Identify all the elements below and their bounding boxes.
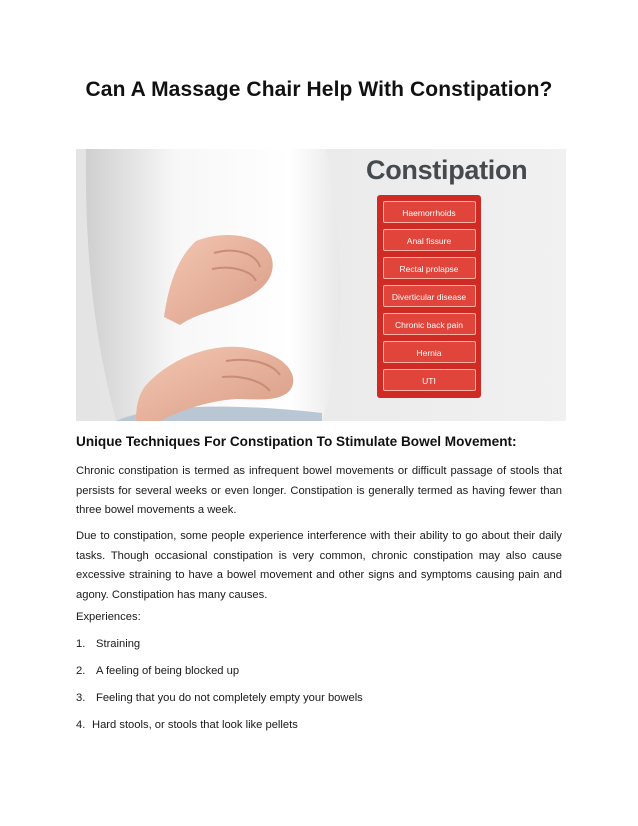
list-item <box>76 665 239 677</box>
experiences-label: Experiences: <box>76 611 141 623</box>
list-item <box>76 719 298 731</box>
paragraph: Due to constipation, some people experience interference with their ability to go about their daily tasks. Though occasional constipation is very common, chronic constipation may also cause excessive straining to have a bowel movement and other signs and symptoms causing pain and agony. Constipation has many causes. <box>76 530 562 601</box>
list-item <box>76 692 363 704</box>
section-heading: Unique Techniques For Constipation To Stimulate Bowel Movement: <box>76 434 517 449</box>
complication-item: Anal fissure <box>383 229 476 251</box>
list-text: Straining <box>96 638 141 650</box>
list-item <box>76 638 140 650</box>
page-title: Can A Massage Chair Help With Constipation? <box>85 78 553 101</box>
complications-panel <box>377 195 481 398</box>
abdomen-illustration <box>76 149 566 421</box>
complication-item: Hernia <box>383 341 476 363</box>
list-number: 3. <box>76 692 86 704</box>
hero-image <box>76 149 566 421</box>
list-number: 4. <box>76 719 86 731</box>
complication-item: UTI <box>383 369 476 391</box>
complication-item: Rectal prolapse <box>383 257 476 279</box>
paragraph: Chronic constipation is termed as infrequent bowel movements or difficult passage of stools that persists for several weeks or even longer. Constipation is generally termed as having fewer than three bowel movements a week. <box>76 465 562 516</box>
complication-item: Diverticular disease <box>383 285 476 307</box>
list-text: Hard stools, or stools that look like pellets <box>92 719 298 731</box>
list-number: 1. <box>76 638 86 650</box>
hero-heading: Constipation <box>366 155 528 185</box>
list-number: 2. <box>76 665 86 677</box>
list-text: Feeling that you do not completely empty your bowels <box>96 692 363 704</box>
complication-item: Chronic back pain <box>383 313 476 335</box>
list-text: A feeling of being blocked up <box>96 665 240 677</box>
complication-item: Haemorrhoids <box>383 201 476 223</box>
